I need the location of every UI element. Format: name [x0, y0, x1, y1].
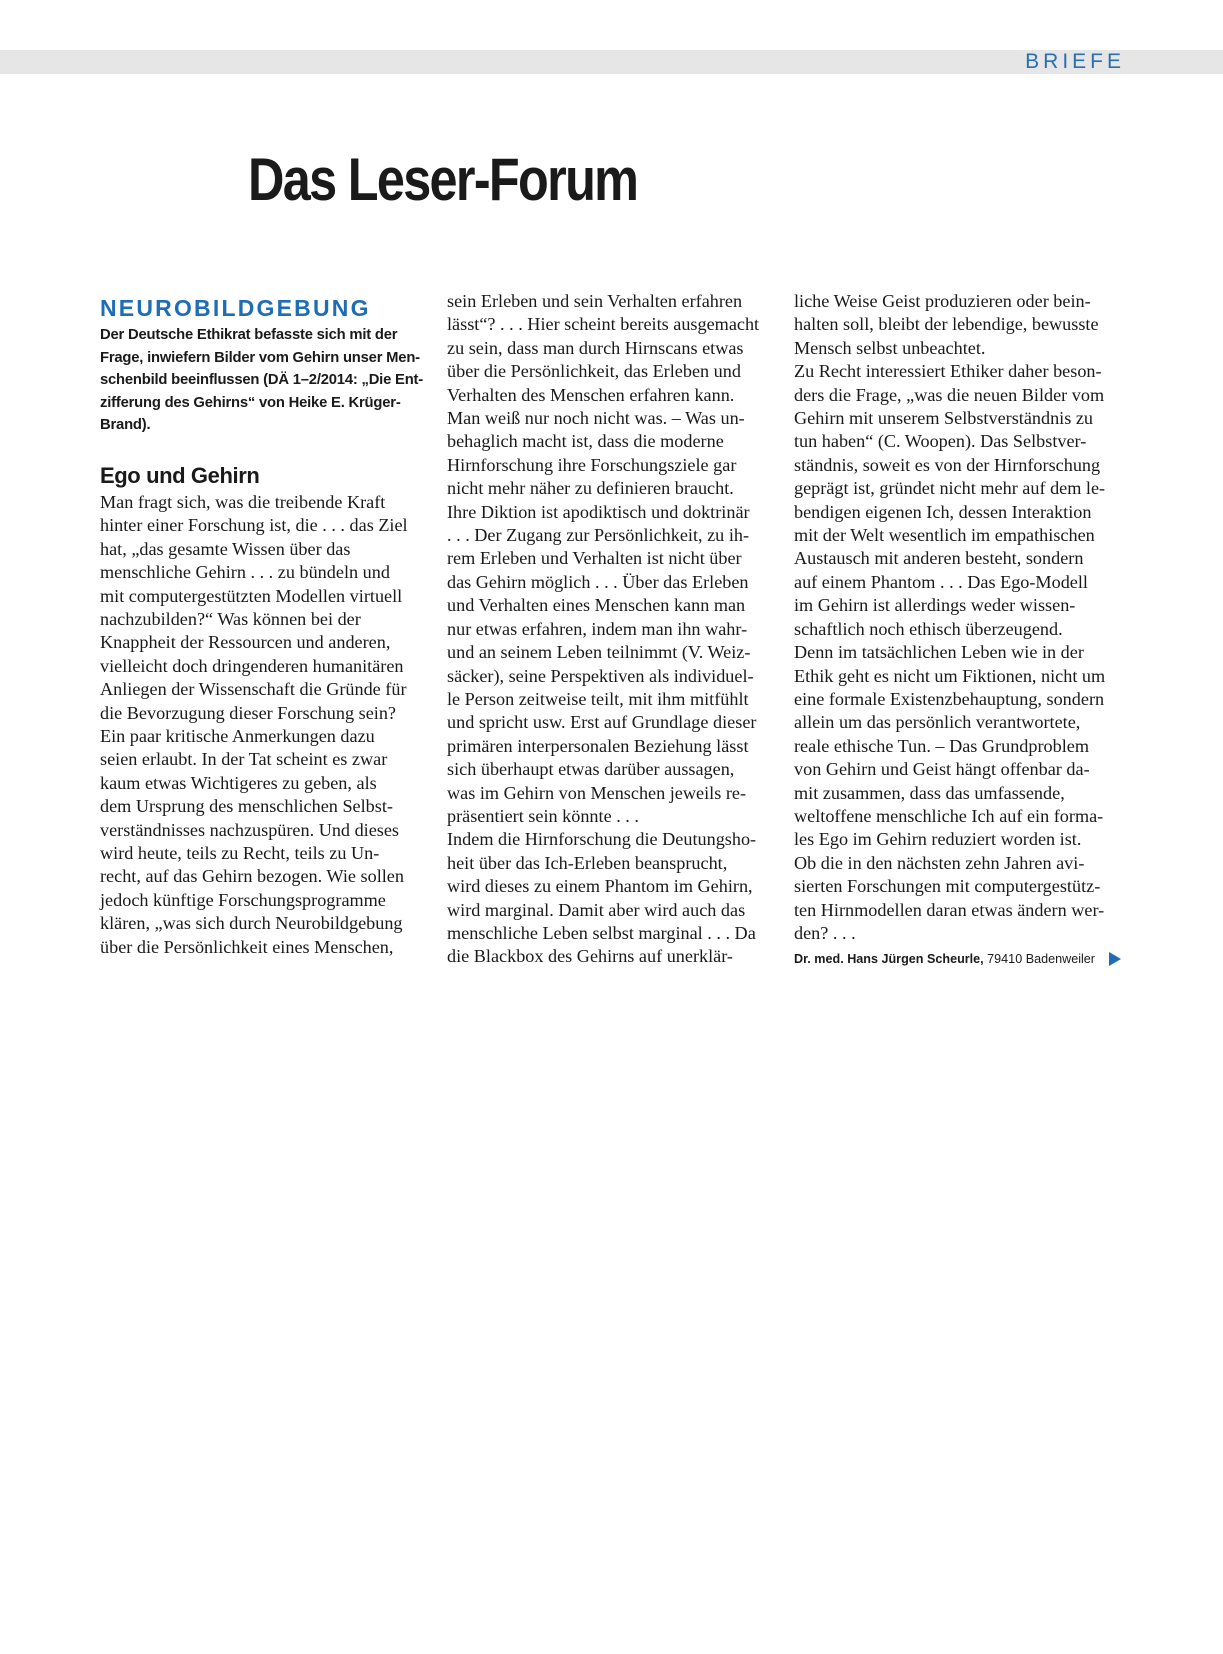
text-line: ders die Frage, „was die neuen Bilder vom — [794, 384, 1105, 405]
text-line: menschliche Gehirn . . . zu bündeln und — [100, 562, 390, 583]
text-line: zu sein, dass man durch Hirnscans etwas — [447, 337, 744, 358]
letter-body-col1 — [100, 491, 435, 959]
intro-line: Der Deutsche Ethikrat befasste sich mit der — [100, 327, 398, 343]
article-intro — [100, 324, 435, 437]
text-line: Ein paar kritische Anmerkungen dazu — [100, 726, 375, 747]
text-line: bendigen eigenen Ich, dessen Interaktion — [794, 501, 1092, 522]
text-line: heit über das Ich-Erleben beansprucht, — [447, 852, 728, 873]
text-line: Ethik geht es nicht um Fiktionen, nicht um — [794, 665, 1106, 686]
text-line: mit computergestützten Modellen virtuell — [100, 585, 403, 606]
text-line: wird heute, teils zu Recht, teils zu Un- — [100, 843, 380, 864]
text-line: was im Gehirn von Menschen jeweils re- — [447, 782, 747, 803]
text-line: Ihre Diktion ist apodiktisch und doktrinär — [447, 501, 750, 522]
text-line: Mensch selbst unbeachtet. — [794, 337, 986, 358]
text-line: verständnisses nachzuspüren. Und dieses — [100, 819, 400, 840]
text-line: und spricht usw. Erst auf Grundlage dieser — [447, 712, 757, 733]
text-line: Man fragt sich, was die treibende Kraft — [100, 491, 386, 512]
text-line: weltoffene menschliche Ich auf ein forma- — [794, 805, 1104, 826]
text-line: schaftlich noch ethisch überzeugend. — [794, 618, 1063, 639]
signature-place: 79410 Badenweiler — [987, 952, 1095, 967]
text-line: Hirnforschung ihre Forschungsziele gar — [447, 454, 737, 475]
text-line: mit zusammen, dass das umfassende, — [794, 782, 1065, 803]
text-line: liche Weise Geist produzieren oder bein- — [794, 291, 1091, 311]
text-line: sein Erleben und sein Verhalten erfahren — [447, 291, 743, 311]
text-line: von Gehirn und Geist hängt offenbar da- — [794, 759, 1090, 780]
text-line: sich überhaupt etwas darüber aussagen, — [447, 759, 735, 780]
text-line: die Blackbox des Gehirns auf unerklär- — [447, 946, 733, 967]
text-line: mit der Welt wesentlich im empathischen — [794, 525, 1095, 546]
text-line: rem Erleben und Verhalten ist nicht über — [447, 548, 742, 569]
text-line: seien erlaubt. In der Tat scheint es zwar — [100, 749, 388, 770]
text-line: Zu Recht interessiert Ethiker daher beson- — [794, 361, 1102, 382]
text-line: säcker), seine Perspektiven als individuel- — [447, 665, 754, 686]
text-line: eine formale Existenzbehauptung, sondern — [794, 688, 1105, 709]
text-line: halten soll, bleibt der lebendige, bewusste — [794, 314, 1099, 335]
text-line: kaum etwas Wichtigeres zu geben, als — [100, 772, 377, 793]
text-line: im Gehirn ist allerdings weder wissen- — [794, 595, 1076, 616]
text-line: auf einem Phantom . . . Das Ego-Modell — [794, 571, 1088, 592]
text-line: menschliche Leben selbst marginal . . . Da — [447, 922, 756, 943]
text-line: die Bevorzugung dieser Forschung sein? — [100, 702, 396, 723]
text-line: über die Persönlichkeit, das Erleben und — [447, 361, 741, 382]
column-3 — [794, 290, 1129, 969]
text-line: hat, „das gesamte Wissen über das — [100, 538, 351, 559]
text-line: Anliegen der Wissenschaft die Gründe für — [100, 679, 407, 700]
column-2 — [447, 290, 782, 969]
text-line: Gehirn mit unserem Selbstverständnis zu — [794, 408, 1094, 429]
intro-line: Brand). — [100, 417, 151, 434]
text-line: Austausch mit anderen besteht, sondern — [794, 548, 1084, 569]
text-line: über die Persönlichkeit eines Menschen, — [100, 936, 394, 957]
signature-text — [794, 949, 1095, 969]
text-line: geprägt ist, gründet nicht mehr auf dem le- — [794, 478, 1106, 499]
text-line: Indem die Hirnforschung die Deutungsho- — [447, 829, 757, 850]
text-line: dem Ursprung des menschlichen Selbst- — [100, 796, 393, 817]
arrow-right-icon[interactable] — [1109, 952, 1121, 966]
text-line: ständnis, soweit es von der Hirnforschung — [794, 454, 1101, 475]
text-line: wird marginal. Damit aber wird auch das — [447, 899, 746, 920]
text-line: präsentiert sein könnte . . . — [447, 805, 639, 826]
text-line: jedoch künftige Forschungsprogramme — [100, 889, 386, 910]
section-label: BRIEFE — [1025, 50, 1125, 73]
page-title: Das Leser-Forum — [248, 146, 638, 213]
text-line: den? . . . — [794, 922, 856, 943]
text-line: Knappheit der Ressourcen und anderen, — [100, 632, 391, 653]
intro-line: schenbild beeinflussen (DÄ 1–2/2014: „Die Ent- — [100, 372, 424, 389]
text-line: les Ego im Gehirn reduziert worden ist. — [794, 829, 1082, 850]
article-kicker: NEUROBILDGEBUNG — [100, 295, 371, 321]
text-line: Man weiß nur noch nicht was. – Was un- — [447, 408, 745, 429]
text-line: sierten Forschungen mit computergestütz- — [794, 876, 1101, 897]
text-line: le Person zeitweise teilt, mit ihm mitfühlt — [447, 688, 749, 709]
column-1 — [100, 290, 435, 959]
text-line: und an seinem Leben teilnimmt (V. Weiz- — [447, 642, 751, 663]
text-line: nur etwas erfahren, indem man ihn wahr- — [447, 618, 748, 639]
text-line: das Gehirn möglich . . . Über das Erleben — [447, 571, 749, 592]
text-line: hinter einer Forschung ist, die . . . das Ziel — [100, 515, 408, 536]
text-line: . . . Der Zugang zur Persönlichkeit, zu ih- — [447, 525, 750, 546]
text-line: Ob die in den nächsten zehn Jahren avi- — [794, 852, 1085, 873]
text-line: Verhalten des Menschen erfahren kann. — [447, 384, 735, 405]
text-line: reale ethische Tun. – Das Grundproblem — [794, 735, 1089, 756]
text-line: nicht mehr näher zu definieren braucht. — [447, 478, 734, 499]
text-line: recht, auf das Gehirn bezogen. Wie sollen — [100, 866, 404, 887]
intro-line: Frage, inwiefern Bilder vom Gehirn unser Men- — [100, 349, 420, 366]
text-line: lässt“? . . . Hier scheint bereits ausgemacht — [447, 314, 760, 335]
text-line: behaglich macht ist, dass die moderne — [447, 431, 724, 452]
letter-title: Ego und Gehirn — [100, 462, 260, 488]
text-line: klären, „was sich durch Neurobildgebung — [100, 913, 403, 934]
letter-signature — [794, 949, 1129, 969]
intro-line: zifferung des Gehirns“ von Heike E. Krüger- — [100, 394, 401, 411]
text-line: tun haben“ (C. Woopen). Das Selbstver- — [794, 431, 1087, 452]
text-line: primären interpersonalen Beziehung lässt — [447, 735, 749, 756]
text-line: Denn im tatsächlichen Leben wie in der — [794, 642, 1084, 663]
text-line: und Verhalten eines Menschen kann man — [447, 595, 746, 616]
signature-name: Dr. med. Hans Jürgen Scheurle, — [794, 952, 984, 967]
text-line: nachzubilden?“ Was können bei der — [100, 609, 361, 629]
text-line: ten Hirnmodellen daran etwas ändern wer- — [794, 899, 1105, 920]
text-line: vielleicht doch dringenderen humanitären — [100, 655, 404, 676]
text-line: allein um das persönlich verantwortete, — [794, 712, 1081, 733]
text-line: wird dieses zu einem Phantom im Gehirn, — [447, 876, 753, 897]
